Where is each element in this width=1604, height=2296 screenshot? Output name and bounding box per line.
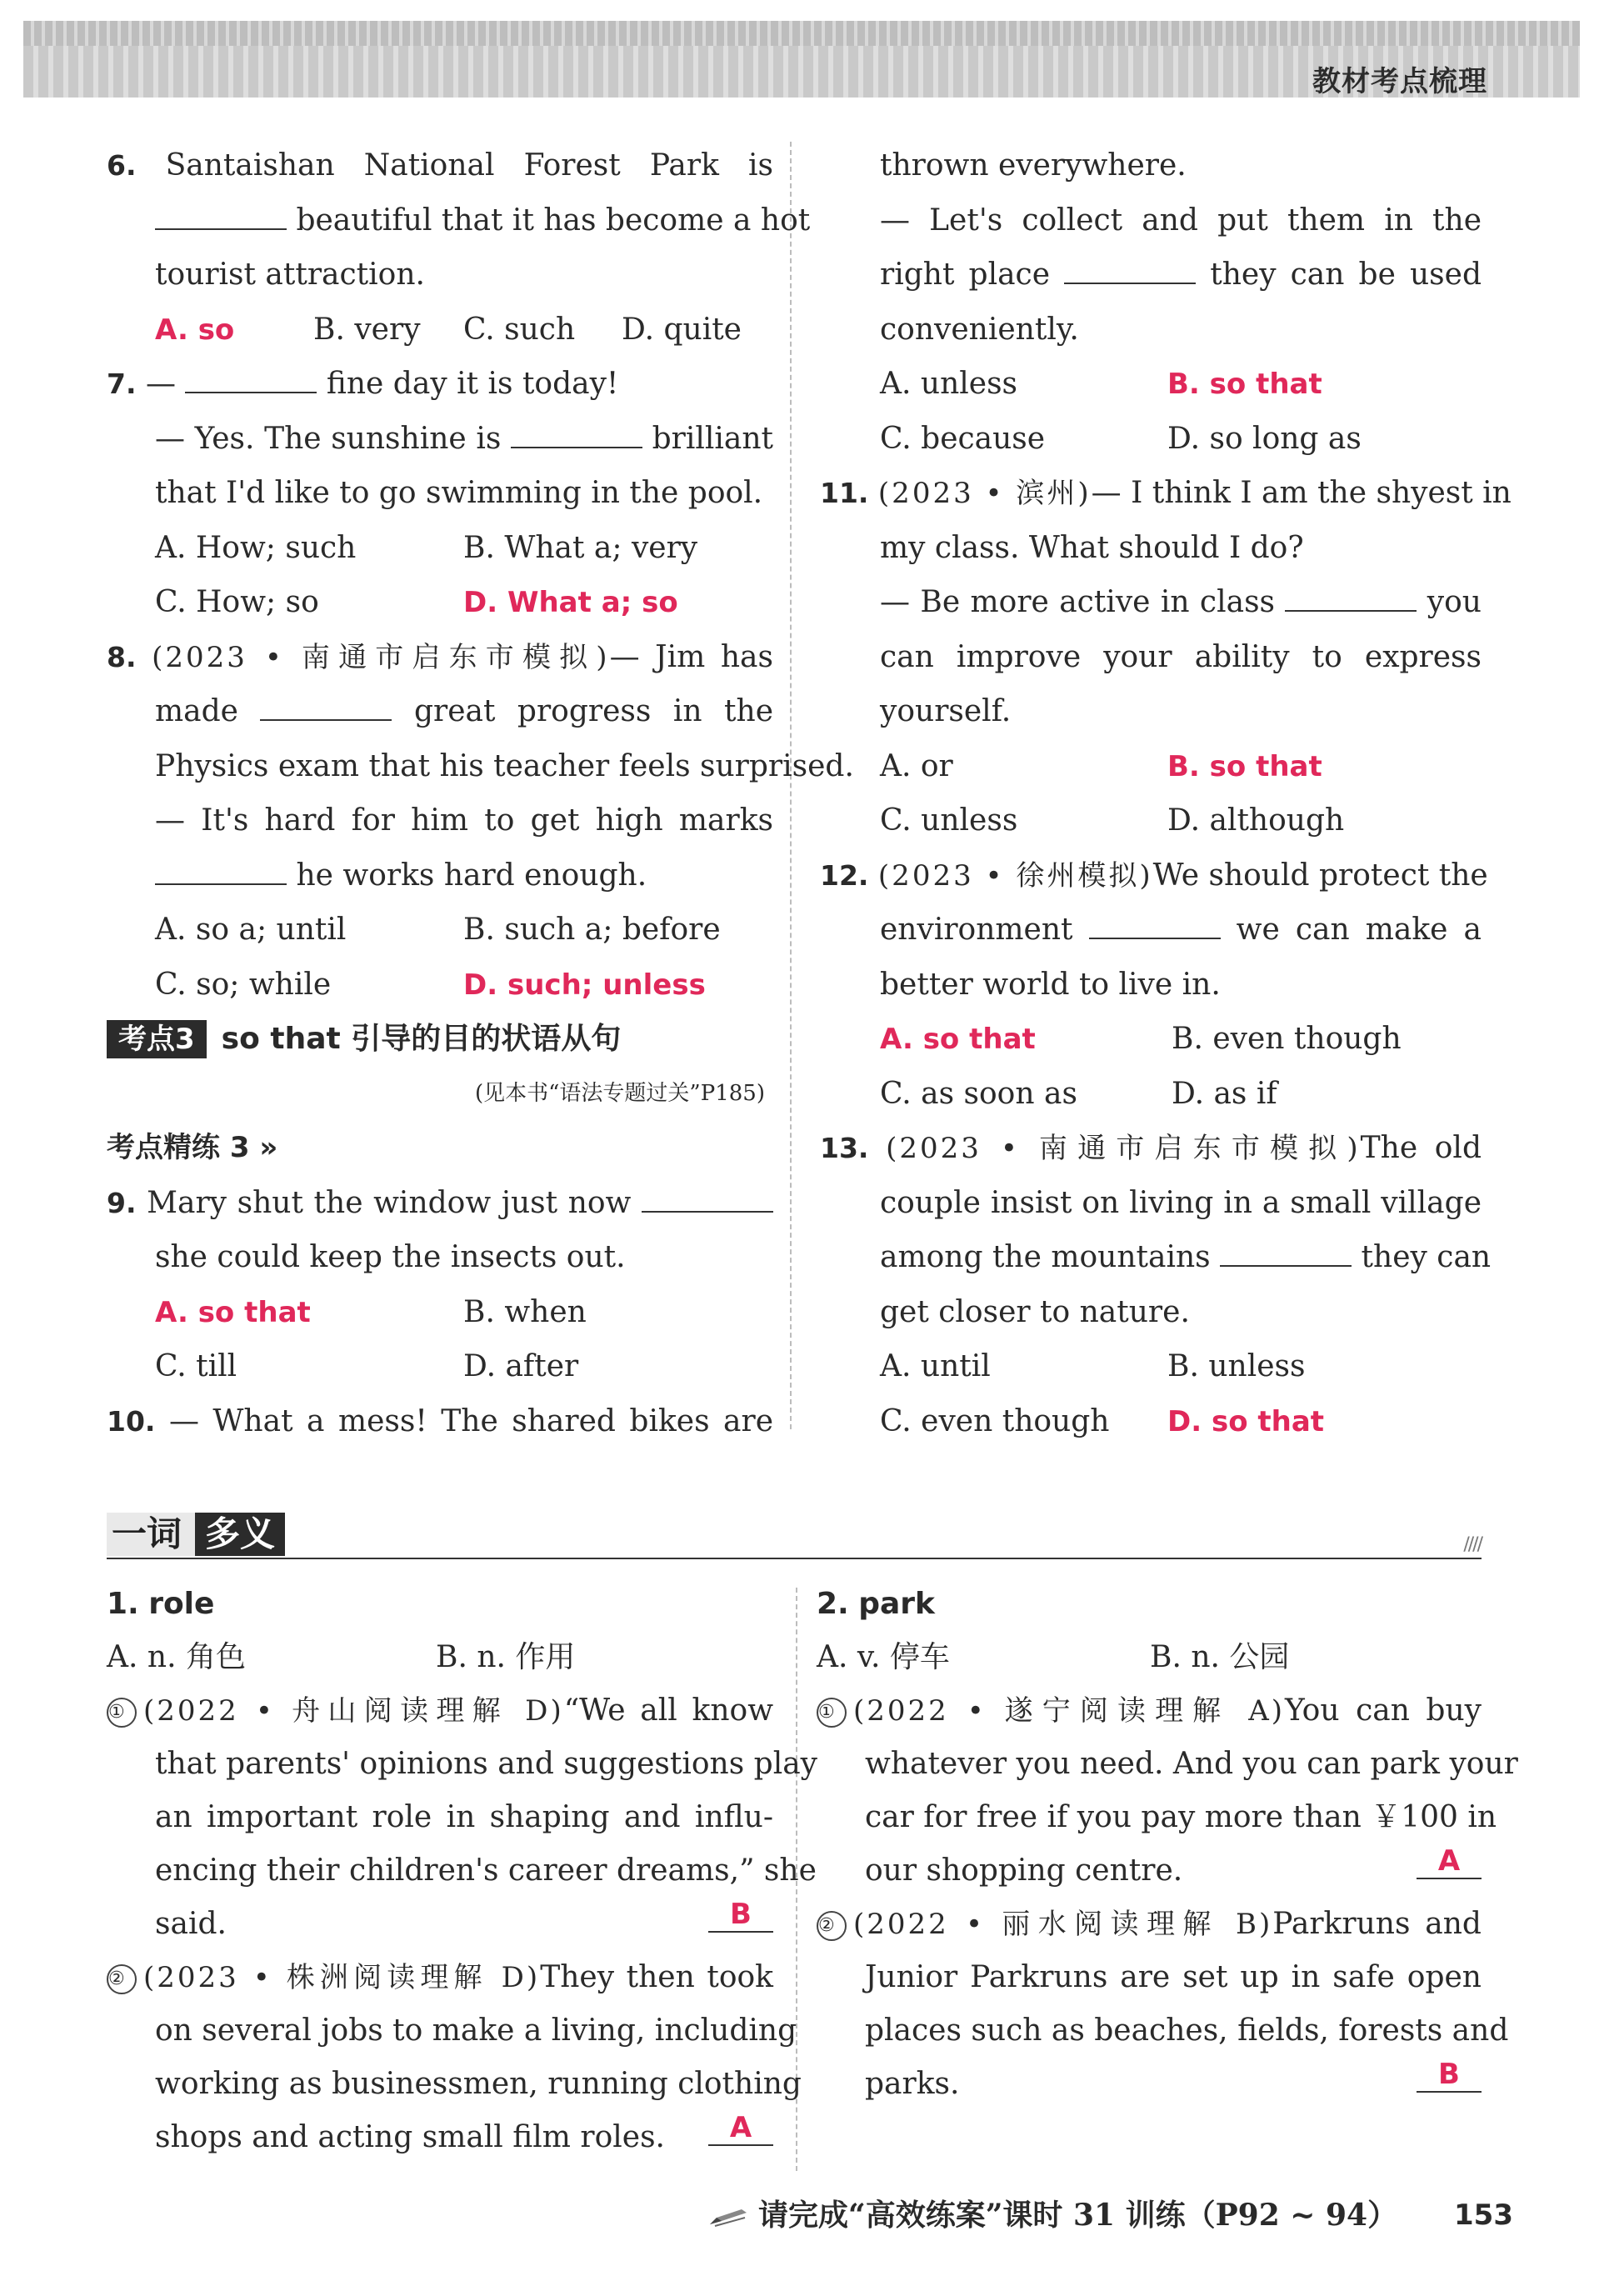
q13-line1: 13. (2023 • 南通市启东市模拟)The old: [820, 1131, 1482, 1165]
kaodian3-note: (见本书“语法专题过关”P185): [475, 1080, 765, 1106]
q11-options-cd: C. unless D. although: [880, 803, 1345, 838]
q8-line1: 8. (2023 • 南通市启东市模拟)— Jim has: [107, 639, 773, 674]
park-column: [817, 1578, 1518, 2111]
park-ex1-line3: car for free if you pay more than ￥100 in: [865, 1800, 1497, 1834]
kaodian3-tag: 考点3: [107, 1020, 207, 1058]
role-ex2-line1: ② (2023 • 株洲阅读理解 D)They then took: [108, 1960, 773, 1994]
q9-answer: A. so that: [155, 1295, 311, 1329]
header-title: 教材考点梳理: [1312, 65, 1487, 98]
q8-line4: — It's hard for him to get high marks: [155, 803, 773, 838]
q10-answer: B. so that: [1167, 368, 1322, 401]
role-column: [107, 1578, 818, 2164]
q13-line4: get closer to nature.: [880, 1294, 1190, 1329]
blank: [1285, 585, 1417, 612]
blank: [1220, 1240, 1352, 1267]
park-ex2-line4: parks. B: [817, 2058, 1482, 2111]
section-polysemy-header: [107, 1513, 1482, 1559]
role-head: 1. role: [107, 1587, 215, 1621]
q9-options-cd: C. till D. after: [155, 1349, 579, 1383]
role-ex1-line1: ① (2022 • 舟山阅读理解 D)“We all know: [108, 1693, 774, 1728]
q11-answer: B. so that: [1167, 749, 1322, 783]
section-title-part2: 多义: [195, 1513, 285, 1556]
role-senses: A. n. 角色 B. n. 作用: [107, 1640, 576, 1674]
q11-line5: yourself.: [880, 694, 1012, 728]
q6-line2: beautiful that it has become a hot: [107, 193, 773, 248]
blank: [1064, 258, 1196, 284]
blank: [642, 1186, 773, 1213]
park-ex1-line1: ① (2022 • 遂宁阅读理解 A)You can buy: [818, 1693, 1482, 1728]
kaodian3-title: so that 引导的目的状语从句: [221, 1022, 622, 1056]
section-title-part1: 一词: [107, 1513, 195, 1556]
q13-options-ab: A. until B. unless: [880, 1349, 1306, 1383]
role-ex1-line4: encing their children's career dreams,” she: [155, 1853, 817, 1888]
q12-line1: 12. (2023 • 徐州模拟)We should protect the: [820, 858, 1488, 893]
blank: [155, 203, 287, 230]
role-ex1-line2: that parents' opinions and suggestions play: [155, 1747, 818, 1781]
blank: [260, 694, 392, 721]
role-ex2-line2: on several jobs to make a living, including: [155, 2013, 797, 2048]
q7-answer: D. What a; so: [463, 586, 678, 619]
page-number: 153: [1454, 2198, 1513, 2232]
q8-options-cd: C. so; while D. such; unless: [107, 958, 773, 1013]
park-senses: A. v. 停车 B. n. 公园: [817, 1640, 1290, 1674]
q7-line3: that I'd like to go swimming in the pool.: [155, 476, 763, 510]
q8-options-ab: A. so a; until B. such a; before: [155, 913, 721, 947]
kaodian3-header: [107, 1012, 773, 1067]
q10-cont-line3: right place they can be used: [880, 258, 1482, 292]
q13-line2: couple insist on living in a small village: [880, 1185, 1482, 1220]
park-ex2-line3: places such as beaches, fields, forests and: [865, 2013, 1509, 2048]
q10-cont-line2: — Let's collect and put them in the: [880, 203, 1482, 238]
q8-line3: Physics exam that his teacher feels surprised.: [155, 748, 854, 783]
q7-options-ab: A. How; such B. What a; very: [155, 530, 698, 565]
q7-line1: 7. — fine day it is today!: [107, 367, 619, 401]
kaodian3-practice: 考点精练 3 »: [107, 1131, 278, 1164]
q8-line5: he works hard enough.: [107, 848, 773, 903]
q7-line2: — Yes. The sunshine is brilliant: [155, 421, 773, 456]
park-ex1-line4: our shopping centre. A: [817, 1844, 1482, 1898]
park-ex2-line1: ② (2022 • 丽水阅读理解 B)Parkruns and: [818, 1907, 1482, 1941]
q12-options-ab: A. so that B. even though: [880, 1012, 1482, 1067]
q9-line2: she could keep the insects out.: [155, 1240, 626, 1274]
q12-line3: better world to live in.: [880, 967, 1221, 1002]
q9-line1: 9. Mary shut the window just now: [107, 1176, 773, 1231]
role-ex1-line3: an important role in shaping and influ-: [155, 1800, 773, 1834]
park-ex1-answer: A: [1417, 1844, 1482, 1879]
q9-options-ab: A. so that B. when: [107, 1285, 773, 1340]
q11-line2: my class. What should I do?: [880, 530, 1304, 565]
section-rule: [107, 1558, 1482, 1559]
blank: [185, 367, 317, 393]
q6-line1: 6. Santaishan National Forest Park is: [107, 148, 773, 183]
q12-answer: A. so that: [880, 1023, 1036, 1056]
q6-options: A. so B. very C. such D. quite: [107, 303, 773, 358]
footer-instruction: 请完成“高效练案”课时 31 训练（P92 ~ 94）: [708, 2192, 1397, 2238]
q11-line1: 11. (2023 • 滨州)— I think I am the shyest in: [820, 476, 1512, 510]
q12-options-cd: C. as soon as D. as if: [880, 1076, 1277, 1111]
q12-line2: environment we can make a: [880, 913, 1482, 947]
section-marks: ////: [1463, 1534, 1482, 1555]
role-ex2-line4: shops and acting small film roles. A: [107, 2111, 773, 2164]
role-ex1-answer: B: [708, 1898, 773, 1933]
role-word: role: [148, 1587, 215, 1621]
park-ex1-line2: whatever you need. And you can park your: [865, 1747, 1518, 1781]
left-column: [107, 138, 854, 1448]
q11-line4: can improve your ability to express: [880, 639, 1482, 674]
q13-line3: among the mountains they can: [880, 1240, 1492, 1274]
q6-answer: A. so: [155, 313, 235, 347]
park-head: 2. park: [817, 1587, 935, 1621]
header-band-top: [23, 21, 1580, 46]
q10-options-cd: C. because D. so long as: [880, 421, 1362, 456]
q13-options-cd: C. even though D. so that: [880, 1394, 1482, 1449]
pencil-icon: [708, 2208, 750, 2228]
q10-line1: 10. — What a mess! The shared bikes are: [107, 1403, 773, 1438]
q10-options-ab: A. unless B. so that: [880, 357, 1482, 412]
park-ex2-line2: Junior Parkruns are set up in safe open: [865, 1960, 1482, 1994]
q10-cont-line4: conveniently.: [880, 312, 1079, 347]
q8-line2: made great progress in the: [155, 694, 773, 728]
q7-options-cd: C. How; so D. What a; so: [107, 575, 773, 630]
role-ex2-answer: A: [708, 2111, 773, 2146]
q6-line3: tourist attraction.: [155, 258, 425, 292]
blank: [1089, 913, 1221, 939]
blank: [155, 858, 287, 885]
q11-line3: — Be more active in class you: [880, 585, 1482, 619]
q10-cont-line1: thrown everywhere.: [880, 148, 1187, 183]
q8-answer: D. such; unless: [463, 968, 706, 1002]
q13-answer: D. so that: [1167, 1404, 1325, 1438]
role-ex1-line5: said. B: [107, 1898, 773, 1951]
park-word: park: [858, 1587, 935, 1621]
park-ex2-answer: B: [1417, 2058, 1482, 2093]
right-column: [820, 138, 1512, 1448]
q11-options-ab: A. or B. so that: [880, 739, 1482, 794]
blank: [511, 422, 642, 448]
role-ex2-line3: working as businessmen, running clothing: [155, 2067, 802, 2101]
